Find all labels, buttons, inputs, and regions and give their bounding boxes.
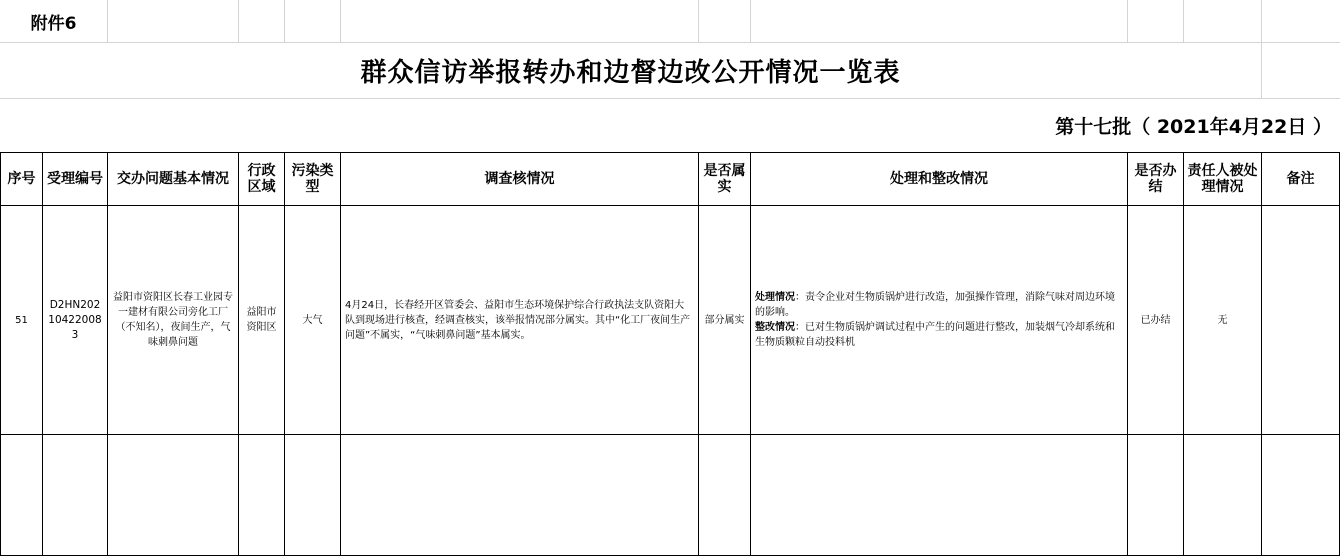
- row-handling: [751, 206, 1127, 434]
- batch-date: 第十七批（ 2021年4月22日 ）: [1055, 116, 1332, 138]
- handling-text: [755, 290, 1123, 350]
- row-verified: 部分属实: [704, 314, 745, 326]
- header-investigation: 调查核情况: [484, 171, 555, 187]
- grid-line: [284, 0, 285, 42]
- grid-line: [698, 0, 699, 42]
- grid-line: [750, 0, 751, 42]
- handling-text-2: ：已对生物质锅炉调试过程中产生的问题进行整改，加装烟气冷却系统和生物质颗粒自动投料机: [755, 322, 1115, 348]
- attachment-label: 附件6: [30, 13, 77, 34]
- header-region: 行政区域: [247, 163, 276, 195]
- header-remarks: 备注: [1286, 171, 1315, 187]
- header-verified: 是否属实: [703, 163, 746, 195]
- header-accountability: 责任人被处理情况: [1187, 163, 1258, 195]
- header-case-no: 受理编号: [47, 171, 103, 187]
- row-investigation: 4月24日，长春经开区管委会、益阳市生态环境保护综合行政执法支队资阳大队到现场进行核查，经调查核实，该举报情况部分属实。其中“化工厂夜间生产问题”不属实，“气味刺鼻问题”基本属实。: [345, 299, 691, 341]
- grid-line: [340, 0, 341, 42]
- grid-line: [1127, 0, 1128, 42]
- handling-label-1: 处理情况: [755, 292, 795, 303]
- row-seq: 51: [15, 314, 28, 326]
- page-title: 群众信访举报转办和边督边改公开情况一览表: [360, 58, 901, 88]
- header-issue: 交办问题基本情况: [117, 171, 229, 187]
- row-case-no: D2HN202104220083: [48, 298, 102, 341]
- grid-line: [238, 0, 239, 42]
- grid-line: [1183, 0, 1184, 42]
- row-closed: 已办结: [1140, 314, 1171, 326]
- grid-line: [1261, 0, 1262, 98]
- header-closed: 是否办结: [1134, 163, 1177, 195]
- header-handling: 处理和整改情况: [890, 171, 988, 187]
- grid-line: [107, 0, 108, 42]
- header-seq: 序号: [7, 171, 36, 187]
- row-region: 益阳市资阳区: [246, 307, 277, 333]
- header-pollution: 污染类型: [291, 163, 334, 195]
- handling-text-1: ：责令企业对生物质锅炉进行改造，加强操作管理，消除气味对周边环境的影响。: [755, 292, 1115, 318]
- handling-label-2: 整改情况: [755, 322, 795, 333]
- row-pollution: 大气: [302, 314, 323, 326]
- row-remarks: [1262, 206, 1339, 434]
- row-accountability: 无: [1217, 314, 1228, 326]
- row-issue: 益阳市资阳区长春工业园专一建材有限公司旁化工厂（不知名），夜间生产，气味刺鼻问题: [113, 292, 233, 348]
- table-border: [0, 434, 1340, 435]
